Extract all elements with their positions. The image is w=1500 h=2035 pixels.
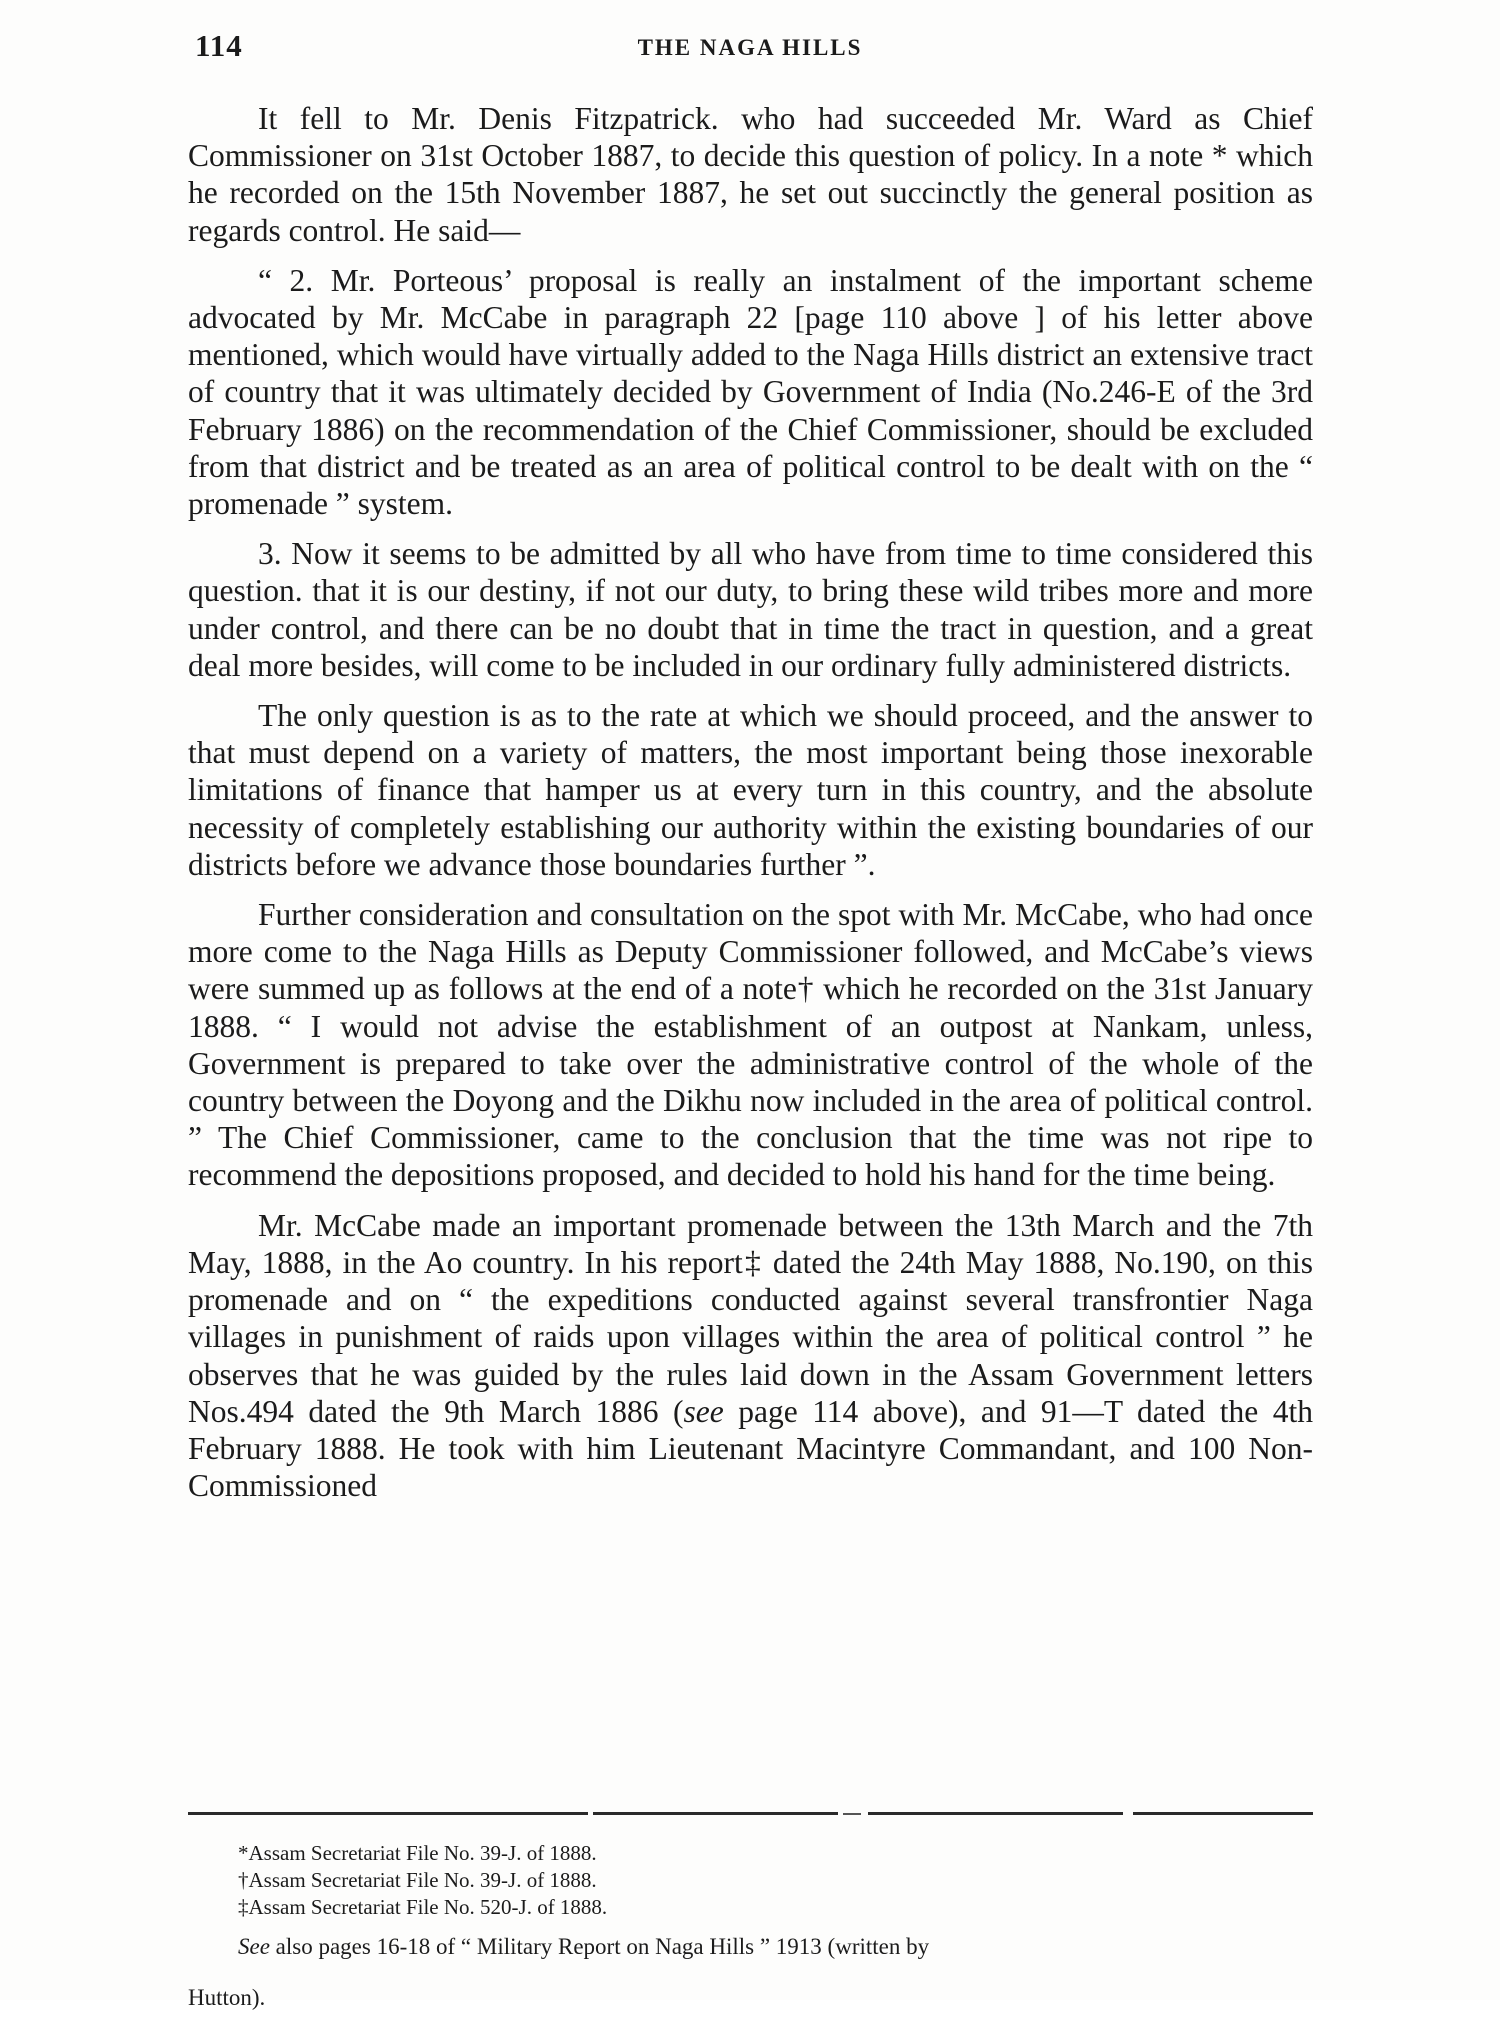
footnote-1: *Assam Secretariat File No. 39-J. of 1888. bbox=[238, 1841, 597, 1865]
paragraph-6 bbox=[188, 1207, 1313, 1505]
rule-segment bbox=[868, 1812, 1123, 1815]
quote-paragraph-2: “ 2. Mr. Porteous’ proposal is really an instalment of the important scheme advocated by Mr. McCabe in paragraph 22 [page 110 above ] of his letter above mentioned, which would have virtually added to the Naga Hills district an extensive tract of country that it was ultimately decided by Government of India (No.246-E of the 3rd February 1886) on the recommendation of the Chief Commissioner, should be excluded from that district and be treated as an area of political control to be dealt with on the “ promenade ” system. bbox=[188, 262, 1313, 522]
quote-paragraph-4: The only question is as to the rate at which we should proceed, and the answer to that must depend on a variety of matters, the most important being those inexorable limitations of finance that hamper us at every turn in this country, and the absolute necessity of completely establishing our authority within the existing boundaries of our districts before we advance those boundaries further ”. bbox=[188, 698, 1313, 882]
body-text bbox=[188, 100, 1313, 1504]
footnotes bbox=[188, 1840, 1313, 2035]
rule-segment bbox=[593, 1812, 838, 1815]
paragraph-5: Further consideration and consultation on the spot with Mr. McCabe, who had once more come to the Naga Hills as Deputy Commissioner followed, and McCabe’s views were summed up as follows at the end of a note† which he recorded on the 31st January 1888. “ I would not advise the establishment of an outpost at Nankam, unless, Government is prepared to take over the administrative control of the whole of the country between the Doyong and the Dikhu now included in the area of political control. ” The Chief Commissioner, came to the conclusion that the time was not ripe to recommend the depositions proposed, and decided to hold his hand for the time being. bbox=[188, 897, 1313, 1193]
see-also-note bbox=[238, 1933, 1313, 1961]
footnote-3: ‡Assam Secretariat File No. 520-J. of 1888. bbox=[238, 1895, 608, 1919]
paragraph-6-part-b: page 114 above), and 91—T dated the 4th February 1888. He took with him Lieutenant Macintyre Commandant, and 100 Non-Commissioned bbox=[188, 1393, 1313, 1504]
page-number: 114 bbox=[195, 28, 243, 63]
paragraph-1: It fell to Mr. Denis Fitzpatrick. who had succeeded Mr. Ward as Chief Commissioner on 31st October 1887, to decide this question of policy. In a note * which he recorded on the 15th November 1887, he set out succinctly the general position as regards control. He said— bbox=[188, 101, 1313, 248]
footnote-2: †Assam Secretariat File No. 39-J. of 1888. bbox=[238, 1868, 597, 1892]
footnote-separator-rule bbox=[188, 1812, 1313, 1816]
paragraph-6-part-a: Mr. McCabe made an important promenade between the 13th March and the 7th May, 1888, in the Ao country. In his report‡ dated the 24th May 1888, No.190, on this promenade and on “ the expeditions conducted against several transfrontier Naga villages in punishment of raids upon villages within the area of political control ” he observes that he was guided by the rules laid down in the Assam Government letters Nos.494 dated the 9th March 1886 ( bbox=[188, 1207, 1313, 1429]
rule-segment bbox=[188, 1812, 588, 1815]
rule-segment bbox=[1133, 1812, 1313, 1815]
paragraph-6-see: see bbox=[683, 1393, 724, 1429]
rule-segment bbox=[843, 1813, 861, 1815]
see-also-text: also pages 16-18 of “ Military Report on Naga Hills ” 1913 (written by bbox=[269, 1934, 930, 1959]
see-also-continuation: Hutton). bbox=[188, 1985, 266, 2010]
quote-paragraph-3: 3. Now it seems to be admitted by all who have from time to time considered this question. that it is our destiny, if not our duty, to bring these wild tribes more and more under control, and there can be no doubt that in time the tract in question, and a great deal more besides, will come to be included in our ordinary fully administered districts. bbox=[188, 536, 1313, 683]
see-also-label: See bbox=[238, 1934, 270, 1959]
running-head: THE NAGA HILLS bbox=[637, 35, 863, 60]
